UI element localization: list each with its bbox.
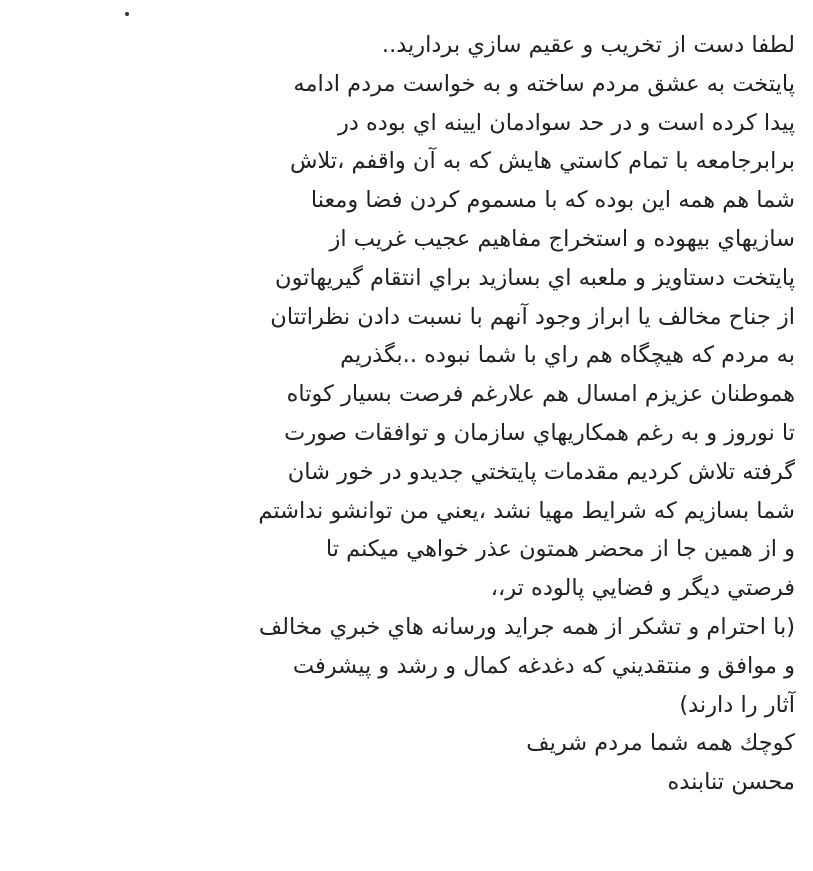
text-line: آثار را دارند) [679,691,795,718]
text-line: پایتخت به عشق مردم ساخته و به خواست مردم ادامه [293,70,795,97]
text-line: شما هم همه این بوده که با مسموم کردن فضا ومعنا [310,187,795,214]
signature-name: محسن تنابنده [667,769,795,796]
text-line: شما بسازیم که شرایط مهیا نشد ،یعني من توانشو نداشتم [258,497,795,524]
text-line: گرفته تلاش کردیم مقدمات پایتختي جدیدو در خور شان [287,458,795,485]
text-line: و از همین جا از محضر همتون عذر خواهي میکنم تا [325,536,795,563]
text-line: سازیهاي بیهوده و استخراج مفاهیم عجیب غریب از [329,225,795,252]
text-line: پایتخت دستاویز و ملعبه اي بسازید براي انتقام گیریهاتون [275,264,795,291]
text-line: از جناح مخالف یا ابراز وجود آنهم با نسبت دادن نظراتتان [270,303,795,330]
text-line: (با احترام و تشکر از همه جراید ورسانه هاي خبري مخالف [258,613,795,640]
text-line: و موافق و منتقدیني که دغدغه کمال و رشد و پیشرفت [292,652,795,679]
text-line: فرصتي دیگر و فضایي پالوده تر،، [490,575,795,602]
stray-dot [125,12,129,16]
text-line: برابرجامعه با تمام کاستي هایش که به آن واقفم ،تلاش [289,148,795,175]
letter-body [255,26,795,802]
text-line: تا نوروز و به رغم همکاریهاي سازمان و توافقات صورت [284,419,795,446]
closing-line: کوچك همه شما مردم شریف [526,730,795,757]
text-line: به مردم که هیچگاه هم راي با شما نبوده ..بگذریم [340,342,795,369]
text-line: پیدا کرده است و در حد سوادمان ایینه اي بوده در [337,109,795,136]
text-line: هموطنان عزیزم امسال هم علارغم فرصت بسیار کوتاه [286,381,795,408]
text-line: لطفا دست از تخریب و عقیم سازي بردارید.. [381,32,795,58]
